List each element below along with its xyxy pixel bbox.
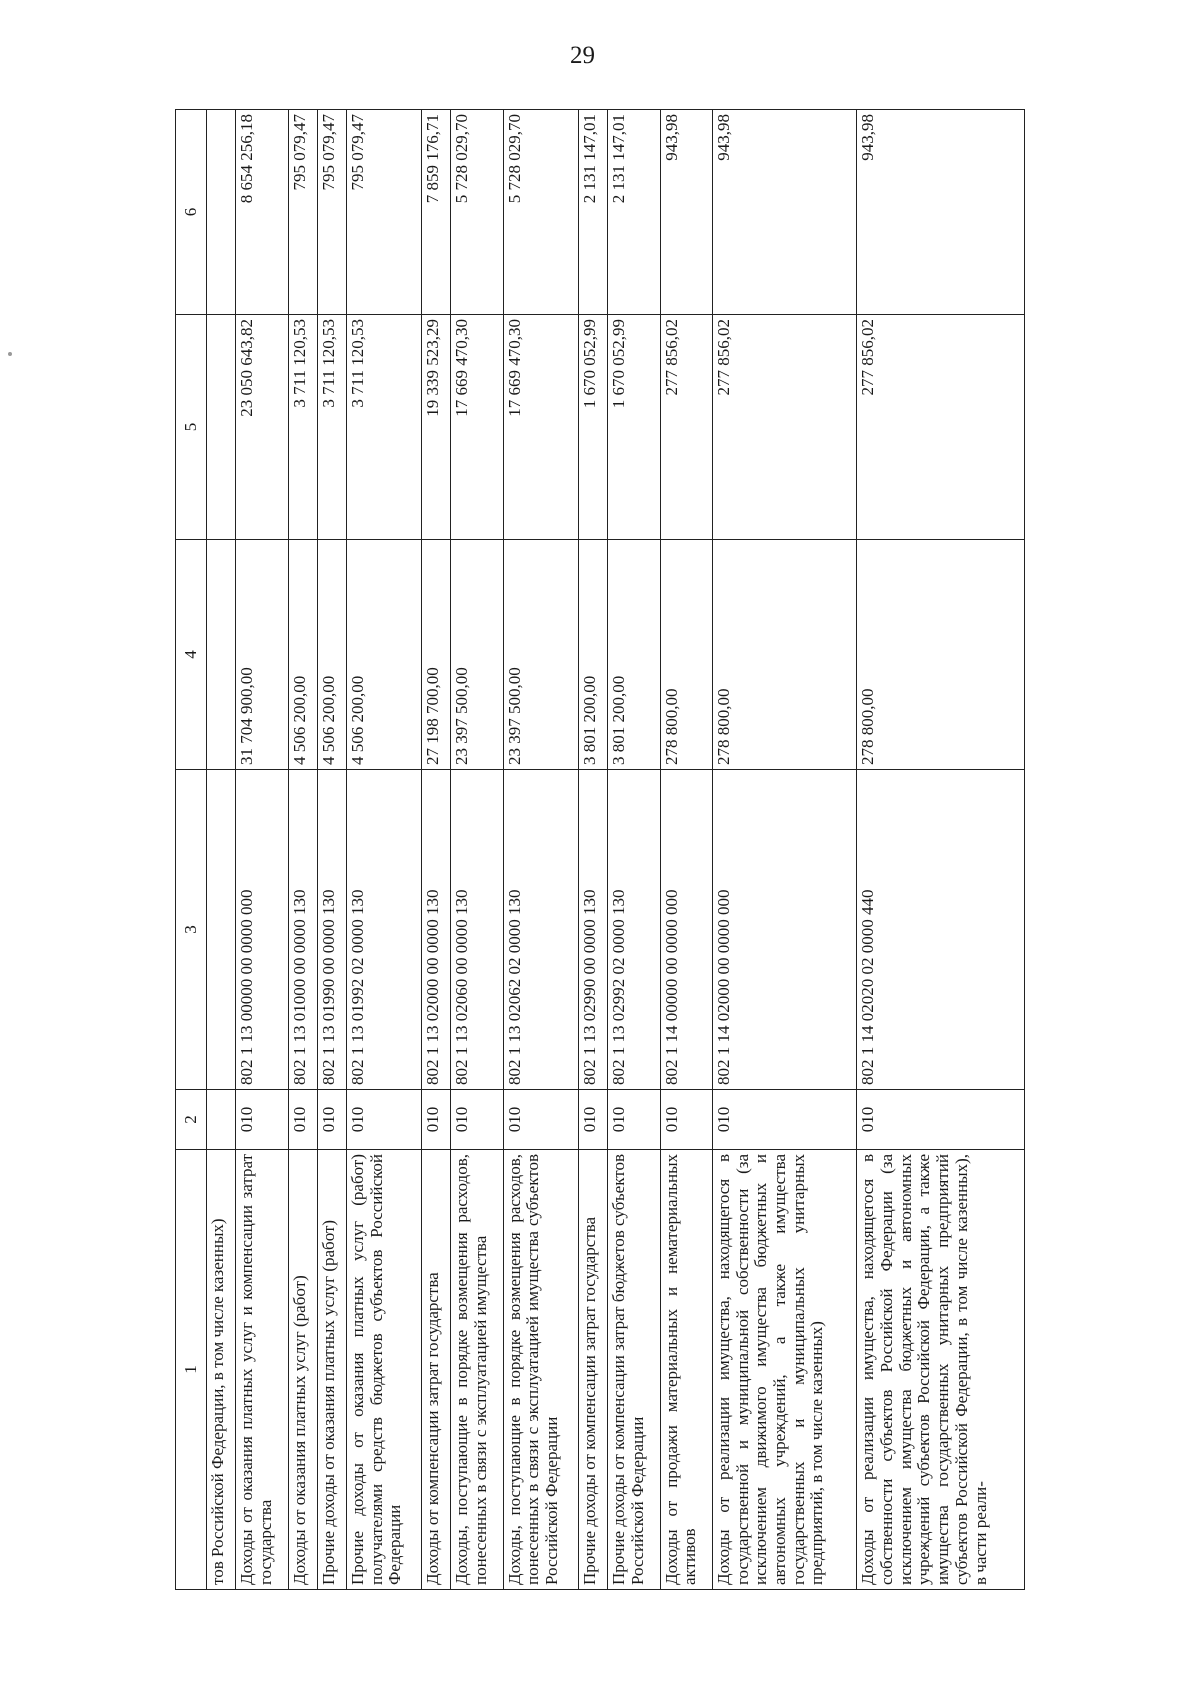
column-header-2: 2 [176,1090,207,1150]
row-executed: 3 711 120,53 [288,315,317,540]
row-line-code: 010 [236,1090,288,1150]
row-unexecuted: 7 859 176,71 [422,110,451,315]
row-line-code: 010 [422,1090,451,1150]
row-executed [207,315,236,540]
row-name: тов Российской Федерации, в том числе казенных) [207,1150,236,1590]
row-name: Прочие доходы от компенсации затрат государства [579,1150,608,1590]
column-header-3: 3 [176,770,207,1090]
column-header-1: 1 [176,1150,207,1590]
row-unexecuted: 5 728 029,70 [503,110,578,315]
row-executed: 277 856,02 [857,315,1025,540]
row-budget-code: 802 1 13 00000 00 0000 000 [236,770,288,1090]
row-executed: 1 670 052,99 [608,315,660,540]
row-budget-code: 802 1 13 01000 00 0000 130 [288,770,317,1090]
row-budget-code: 802 1 13 02990 00 0000 130 [579,770,608,1090]
row-unexecuted: 795 079,47 [288,110,317,315]
row-line-code: 010 [503,1090,578,1150]
row-name: Доходы, поступающие в порядке возмещения расходов, понесенных в связи с эксплуатацией имущества [451,1150,503,1590]
row-approved: 3 801 200,00 [579,540,608,770]
column-header-5: 5 [176,315,207,540]
row-executed: 3 711 120,53 [317,315,346,540]
row-approved: 4 506 200,00 [317,540,346,770]
row-unexecuted: 943,98 [712,110,857,315]
row-unexecuted: 5 728 029,70 [451,110,503,315]
row-budget-code: 802 1 13 02000 00 0000 130 [422,770,451,1090]
row-budget-code: 802 1 13 01992 02 0000 130 [346,770,421,1090]
row-line-code: 010 [712,1090,857,1150]
row-name: Прочие доходы от оказания платных услуг (работ) [317,1150,346,1590]
table-row [288,110,317,1590]
row-name: Доходы от реализации имущества, находящегося в государственной и муниципальной собственности (за исключением движимого имущества бюджетных и автономных учреждений, а также имущества государственных и муниципальных унитарных предприятий, в том числе казенных) [712,1150,857,1590]
row-approved: 3 801 200,00 [608,540,660,770]
row-budget-code: 802 1 13 01990 00 0000 130 [317,770,346,1090]
row-executed: 23 050 643,82 [236,315,288,540]
row-budget-code: 802 1 13 02062 02 0000 130 [503,770,578,1090]
table-row [451,110,503,1590]
row-name: Доходы от компенсации затрат государства [422,1150,451,1590]
row-approved: 31 704 900,00 [236,540,288,770]
table-row [857,110,1025,1590]
column-header-6: 6 [176,110,207,315]
table-row [608,110,660,1590]
row-budget-code: 802 1 13 02992 02 0000 130 [608,770,660,1090]
row-approved: 23 397 500,00 [503,540,578,770]
row-line-code: 010 [288,1090,317,1150]
row-line-code: 010 [346,1090,421,1150]
row-line-code: 010 [317,1090,346,1150]
row-approved: 278 800,00 [857,540,1025,770]
row-approved: 27 198 700,00 [422,540,451,770]
row-unexecuted: 2 131 147,01 [608,110,660,315]
row-name: Доходы от оказания платных услуг и компенсации затрат государства [236,1150,288,1590]
row-name: Доходы от реализации имущества, находящегося в собственности субъектов Российской Федерации (за исключением имущества бюджетных и автономных учреждений субъектов Российской Федерации, а также имущества государственных унитарных предприятий субъектов Российской Федерации, в том числе казенных), в части реали- [857,1150,1025,1590]
row-budget-code: 802 1 14 00000 00 0000 000 [660,770,712,1090]
row-line-code: 010 [660,1090,712,1150]
table-row [346,110,421,1590]
row-name: Прочие доходы от оказания платных услуг (работ) получателями средств бюджетов субъектов Российской Федерации [346,1150,421,1590]
table-row [422,110,451,1590]
row-executed: 277 856,02 [712,315,857,540]
row-executed: 17 669 470,30 [451,315,503,540]
row-budget-code: 802 1 13 02060 00 0000 130 [451,770,503,1090]
table-header-row [176,110,207,1590]
row-unexecuted: 943,98 [660,110,712,315]
table-row [579,110,608,1590]
row-name: Доходы от продажи материальных и нематериальных активов [660,1150,712,1590]
table-row [236,110,288,1590]
row-name: Доходы от оказания платных услуг (работ) [288,1150,317,1590]
row-unexecuted: 795 079,47 [317,110,346,315]
row-budget-code: 802 1 14 02020 02 0000 440 [857,770,1025,1090]
row-executed: 19 339 523,29 [422,315,451,540]
row-name: Прочие доходы от компенсации затрат бюджетов субъектов Российской Федерации [608,1150,660,1590]
row-line-code [207,1090,236,1150]
row-approved: 23 397 500,00 [451,540,503,770]
page-number: 29 [570,42,595,69]
row-line-code: 010 [579,1090,608,1150]
rotated-table-container [175,110,1025,1590]
column-header-4: 4 [176,540,207,770]
row-budget-code [207,770,236,1090]
row-line-code: 010 [608,1090,660,1150]
table-row [712,110,857,1590]
row-executed: 3 711 120,53 [346,315,421,540]
row-line-code: 010 [857,1090,1025,1150]
table-row [317,110,346,1590]
row-approved: 4 506 200,00 [346,540,421,770]
row-unexecuted [207,110,236,315]
row-budget-code: 802 1 14 02000 00 0000 000 [712,770,857,1090]
row-name: Доходы, поступающие в порядке возмещения расходов, понесенных в связи с эксплуатацией имущества субъектов Российской Федерации [503,1150,578,1590]
row-executed: 17 669 470,30 [503,315,578,540]
row-line-code: 010 [451,1090,503,1150]
row-executed: 277 856,02 [660,315,712,540]
row-unexecuted: 8 654 256,18 [236,110,288,315]
table-row [660,110,712,1590]
row-approved: 278 800,00 [660,540,712,770]
row-approved: 4 506 200,00 [288,540,317,770]
row-unexecuted: 795 079,47 [346,110,421,315]
row-approved: 278 800,00 [712,540,857,770]
row-executed: 1 670 052,99 [579,315,608,540]
table-row [207,110,236,1590]
row-unexecuted: 943,98 [857,110,1025,315]
budget-revenue-table [175,109,1025,1590]
scan-speck [8,352,12,356]
row-approved [207,540,236,770]
table-row [503,110,578,1590]
row-unexecuted: 2 131 147,01 [579,110,608,315]
